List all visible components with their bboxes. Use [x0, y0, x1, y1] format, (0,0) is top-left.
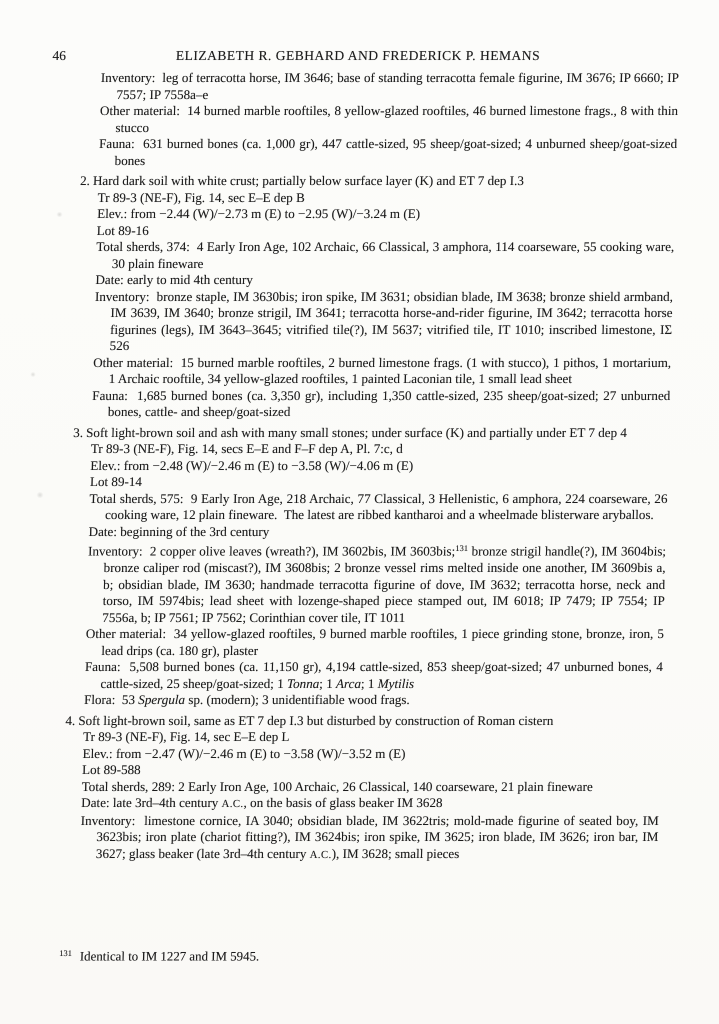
entry-field [90, 474, 668, 491]
entry-field [90, 458, 668, 475]
entry-field [82, 746, 660, 763]
entry-field [85, 626, 664, 659]
text-run: sp. (modern); 3 unidentifiable wood frags. [184, 692, 411, 707]
entry-heading [80, 173, 676, 190]
text-run: Flora: 53 [83, 692, 139, 707]
entry-field [86, 540, 666, 626]
entry-heading-text: Hard dark soil with white crust; partially below surface layer (K) and ET 7 dep I.3 [92, 173, 525, 188]
text-run-italic: Mytilis [377, 675, 415, 691]
entry-field [95, 272, 673, 289]
entry-field [80, 813, 659, 864]
page-number: 46 [52, 48, 67, 63]
text-run: Date: beginning of the 3rd century [88, 523, 270, 539]
catalog-entry [74, 173, 677, 421]
text-run: Elev.: from −2.44 (W)/−2.73 m (E) to −2.95 (W)/−3.24 m (E) [97, 206, 421, 221]
entry-field [96, 239, 675, 272]
text-run: Tr 89-3 (NE-F), Fig. 14, sec E–E dep L [82, 729, 290, 744]
entry-field [100, 70, 679, 103]
text-run: , on the basis of glass beaker IM 3628 [243, 795, 443, 810]
entry-field [83, 729, 661, 746]
entry-field [93, 355, 672, 388]
entry-field [97, 190, 675, 207]
text-run: Fauna: 631 burned bones (ca. 1,000 gr), 447 cattle-sized, 95 sheep/goat-sized; 4 unburned sheep/goat-sized bones [98, 136, 678, 168]
text-run: Tr 89-3 (NE-F), Fig. 14, secs E–E and F–F dep A, Pl. 7:c, d [90, 441, 404, 456]
entry-field [82, 762, 660, 779]
text-run: Inventory: leg of terracotta horse, IM 3646; base of standing terracotta female figurine, IM 3676; IP 6660; IP 7557; IP 7558a–e [100, 70, 680, 102]
entry-field [99, 103, 678, 136]
entry-field [92, 388, 671, 421]
text-run: Inventory: limestone cornice, IA 3040; obsidian blade, IM 3622tris; mold-made figurine of seated boy, IM 3623bis; iron plate (chariot fitting?), IM 3624bis; iron spike, IM 3625; iron blade, IM 3626; iron bar, IM 3627; glass beaker (late 3rd–4th century [80, 812, 660, 861]
text-run-italic: Arca [335, 675, 362, 691]
text-run: Date: late 3rd–4th century [81, 795, 222, 810]
text-run: Date: early to mid 4th century [95, 272, 254, 287]
entry-heading-text: Soft light-brown soil and ash with many small stones; under surface (K) and partially under ET 7 dep 4 [85, 424, 628, 440]
entry-heading [65, 713, 661, 730]
text-run: Lot 89-588 [81, 762, 141, 777]
entry-heading [73, 425, 669, 442]
running-head: ELIZABETH R. GEBHARD AND FREDERICK P. HEMANS [175, 48, 541, 63]
text-run: Elev.: from −2.47 (W)/−2.46 m (E) to −3.58 (W)/−3.52 m (E) [82, 745, 406, 761]
catalog-entry [80, 70, 679, 169]
text-run: Other material: 34 yellow-glazed rooftiles, 9 burned marble rooftiles, 1 piece grinding stone, bronze, iron, 5 lead drips (ca. 180 gr), plaster [85, 626, 665, 658]
text-run: Lot 89-14 [89, 474, 143, 489]
text-run: Tr 89-3 (NE-F), Fig. 14, sec E–E dep B [97, 189, 306, 205]
text-run: bronze strigil handle(?), IM 3604bis; bronze caliper rod (miscast?), IM 3608bis; 2 bronze vessel rims melted inside one another, IM 3609bis a, b; obsidian blade, IM 3630; handmade terracotta figurine of dove, IM 3632; terracotta horse, neck and torso, IM 5974bis; lead sheet with lozenge-shaped piece stamped out, IM 6018; IP 7479; IP 7554; IP 7556a, b; IP 7561; IP 7562; Corinthian cover tile, IT 1011 [102, 543, 667, 625]
entry-field [84, 659, 663, 692]
entry-field [97, 206, 675, 223]
entry-field [81, 779, 659, 796]
text-run: Fauna: 1,685 burned bones (ca. 3,350 gr), including 1,350 cattle-sized, 235 sheep/goat-sized; 27 unburned bones, cattle- and sheep/goat-sized [92, 387, 671, 419]
catalog-entry [62, 713, 662, 864]
entry-field [93, 289, 673, 355]
footnote-text: Identical to IM 1227 and IM 5945. [79, 949, 260, 964]
entry-field [91, 441, 669, 458]
text-run: Inventory: bronze staple, IM 3630bis; iron spike, IM 3631; obsidian blade, IM 3638; bronze shield armband, IM 3639, IM 3640; bronze strigil, IM 3641; terracotta horse-and-rider figurine, IM 3642; terracotta horse figurines (legs), IM 3643–3645; vitrified tile(?), IM 5637; vitrified tile, IT 1010; inscribed limestone, IΣ 526 [94, 288, 674, 353]
entry-number: 2. [79, 173, 91, 188]
text-run-smallcaps: A.C. [221, 798, 244, 810]
entry-field [88, 524, 666, 541]
text-run: Total sherds, 374: 4 Early Iron Age, 102 Archaic, 66 Classical, 3 amphora, 114 coarseware, 55 cooking ware, 30 plain fineware [96, 239, 675, 271]
text-run: Total sherds, 575: 9 Early Iron Age, 218 Archaic, 77 Classical, 3 Hellenistic, 6 amphora, 224 coarseware, 26 cooking ware, 12 plain fineware. The latest are ribbed kantharoi and a wheelmade blisterware aryballos. [89, 490, 668, 522]
entry-field [81, 795, 659, 813]
footnote-marker: 131 [59, 948, 73, 958]
text-run: ), IM 3628; small pieces [331, 845, 460, 861]
text-run-smallcaps: A.C. [309, 848, 332, 861]
entry-field [97, 223, 675, 240]
text-run: Total sherds, 289: 2 Early Iron Age, 100 Archaic, 26 Classical, 140 coarseware, 21 plain fineware [81, 778, 593, 794]
page-header [0, 0, 719, 63]
entry-number: 4. [65, 712, 76, 728]
entry-field [89, 491, 668, 524]
text-run: Other material: 14 burned marble rooftiles, 8 yellow-glazed rooftiles, 46 burned limestone frags., 8 with thin stucco [99, 103, 679, 135]
text-run: ; 1 [360, 675, 378, 691]
entry-field [98, 136, 677, 169]
text-run-italic: Tonna [286, 675, 320, 691]
text-run-italic: Spergula [138, 692, 186, 707]
text-run: Fauna: 5,508 burned bones (ca. 11,150 gr), 4,194 cattle-sized, 853 sheep/goat-sized; 47 unburned bones, 4 cattle-sized, 25 sheep/goat-sized; 1 [84, 659, 664, 691]
text-run: Elev.: from −2.48 (W)/−2.46 m (E) to −3.58 (W)/−4.06 m (E) [90, 457, 414, 473]
text-run: Other material: 15 burned marble rooftiles, 2 burned limestone frags. (1 with stucco), 1 pithos, 1 mortarium, 1 Archaic rooftile, 34 yellow-glazed rooftiles, 1 painted Laconian tile, 1 small lead sheet [93, 354, 672, 386]
text-run-superscript: 131 [455, 543, 469, 553]
footnote [59, 948, 260, 965]
text-run: Lot 89-16 [96, 222, 149, 238]
text-run: Inventory: 2 copper olive leaves (wreath?), IM 3602bis, IM 3603bis; [87, 543, 456, 559]
entry-number: 3. [73, 424, 84, 440]
entry-heading-text: Soft light-brown soil, same as ET 7 dep I.3 but disturbed by construction of Roman cistern [78, 712, 554, 728]
entry-field [84, 692, 662, 709]
text-run: ; 1 [319, 675, 337, 691]
catalog-entry [66, 425, 670, 709]
catalog-entries [62, 70, 679, 863]
